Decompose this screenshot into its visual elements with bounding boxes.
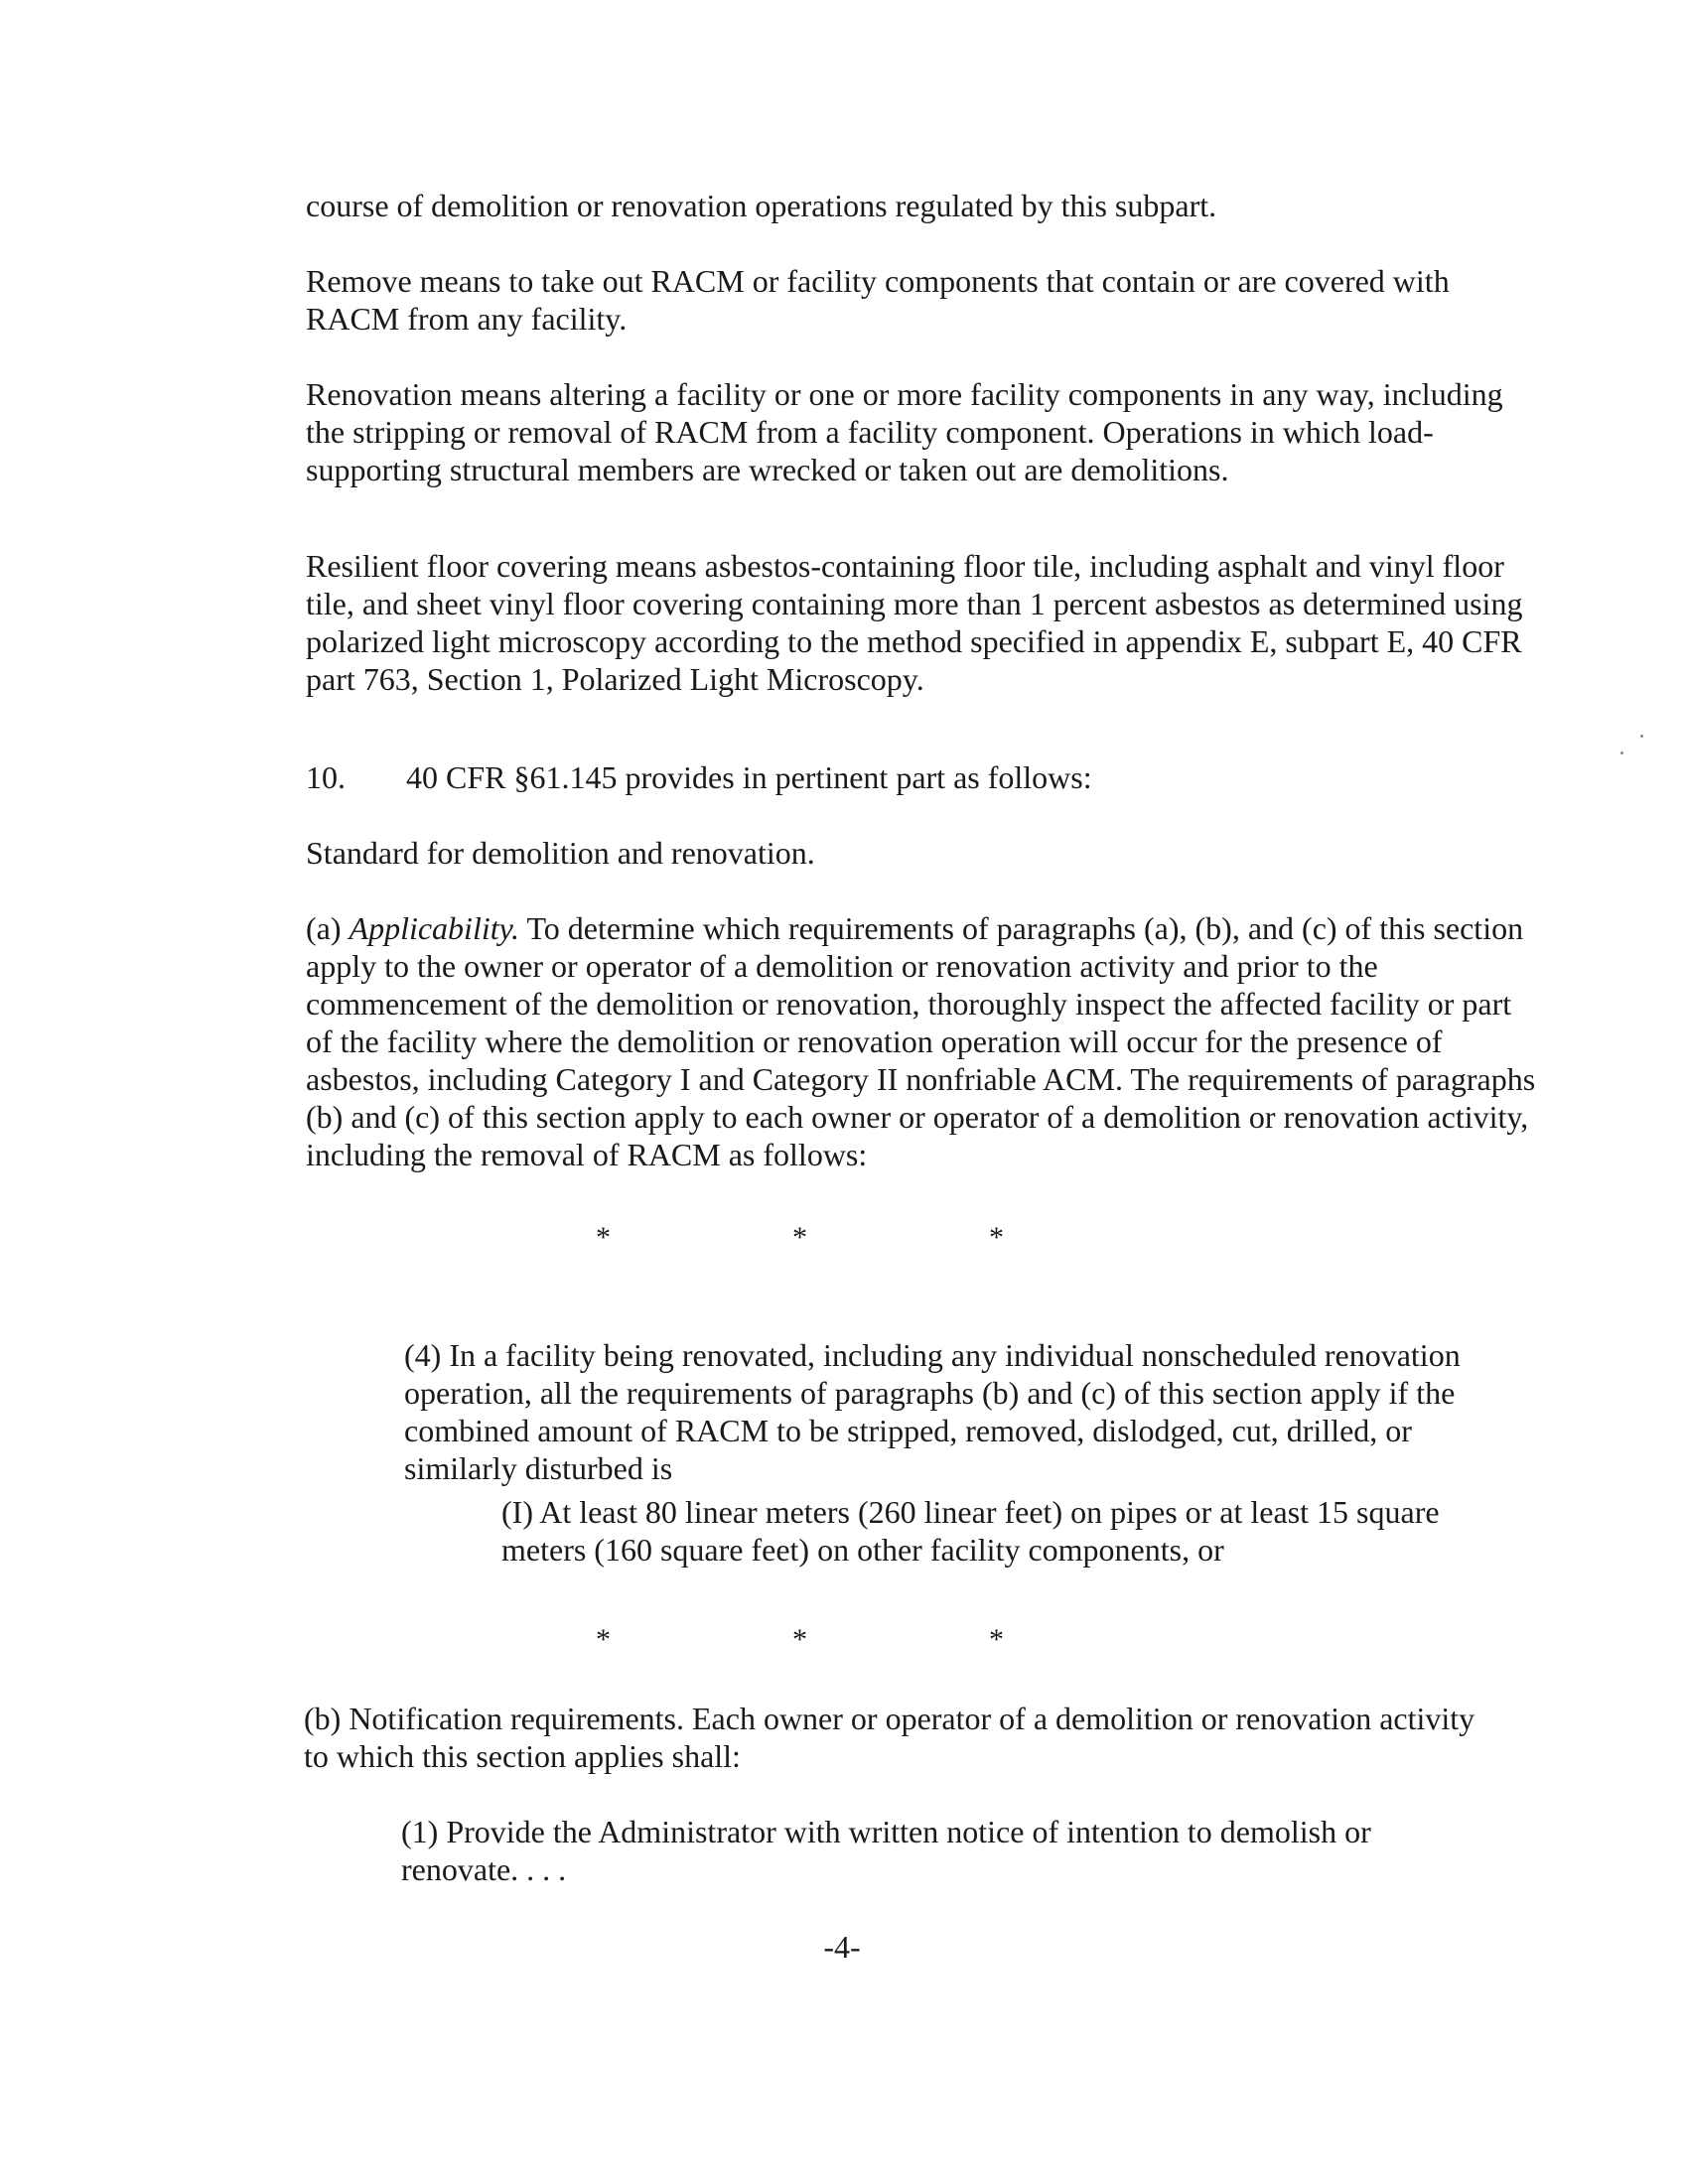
subparagraph-4: (4) In a facility being renovated, including any individual nonscheduled renovation operation, all the requirements of paragraphs (b) and (c) of this section apply if the combined amount of RACM to be stripped, removed, dislodged, cut, drilled, or similarly disturbed is — [404, 1337, 1461, 1486]
subparagraph-i: (I) At least 80 linear meters (260 linear feet) on pipes or at least 15 square meters (160 square feet) on other facility components, or — [501, 1494, 1440, 1568]
notification-requirements: (b) Notification requirements. Each owner or operator of a demolition or renovation activity to which this section applies shall: — [304, 1701, 1475, 1774]
applicability-paragraph — [306, 909, 1537, 1173]
definition-remove: Remove means to take out RACM or facility components that contain or are covered with RACM from any facility. — [306, 263, 1450, 337]
applicability-text: To determine which requirements of paragraphs (a), (b), and (c) of this section apply to the owner or operator of a demolition or renovation activity and prior to the commencement of the demolition or renovation, thoroughly inspect the affected facility or part of the facility where the demolition or renovation operation will occur for the presence of asbestos, including Category I and Category II nonfriable ACM. The requirements of paragraphs (b) and (c) of this section apply to each owner or operator of a demolition or renovation activity, including the removal of RACM as follows: — [306, 910, 1536, 1172]
ellipsis-stars — [0, 1621, 1684, 1661]
section-heading: Standard for demolition and renovation. — [306, 835, 815, 871]
ellipsis-star: * — [792, 1623, 807, 1656]
ellipsis-star: * — [989, 1623, 1004, 1656]
paragraph-number: 10. — [306, 759, 346, 795]
paragraph-continuation: course of demolition or renovation operations regulated by this subpart. — [306, 188, 1217, 223]
scan-speck — [1620, 751, 1623, 754]
ellipsis-star: * — [989, 1221, 1004, 1254]
definition-renovation: Renovation means altering a facility or one or more facility components in any way, including the stripping or removal of RACM from a facility component. Operations in which load-supporting structural members are wrecked or taken out are demolitions. — [306, 376, 1503, 487]
applicability-heading: Applicability. — [349, 910, 520, 946]
ellipsis-stars — [0, 1219, 1684, 1259]
definition-resilient-floor-covering: Resilient floor covering means asbestos-containing floor tile, including asphalt and vinyl floor tile, and sheet vinyl floor covering containing more than 1 percent asbestos as determined using polarized light microscopy according to the method specified in appendix E, subpart E, 40 CFR part 763, Section 1, Polarized Light Microscopy. — [306, 548, 1523, 697]
ellipsis-star: * — [792, 1221, 807, 1254]
subsection-label: (a) — [306, 910, 350, 946]
subparagraph-1: (1) Provide the Administrator with written notice of intention to demolish or renovate. . . . — [401, 1814, 1371, 1887]
paragraph-text: 40 CFR §61.145 provides in pertinent part as follows: — [406, 759, 1092, 795]
ellipsis-star: * — [596, 1623, 611, 1656]
ellipsis-star: * — [596, 1221, 611, 1254]
page-number: -4- — [823, 1929, 861, 1965]
scan-speck — [1640, 735, 1643, 738]
numbered-paragraph-10 — [306, 758, 1398, 796]
